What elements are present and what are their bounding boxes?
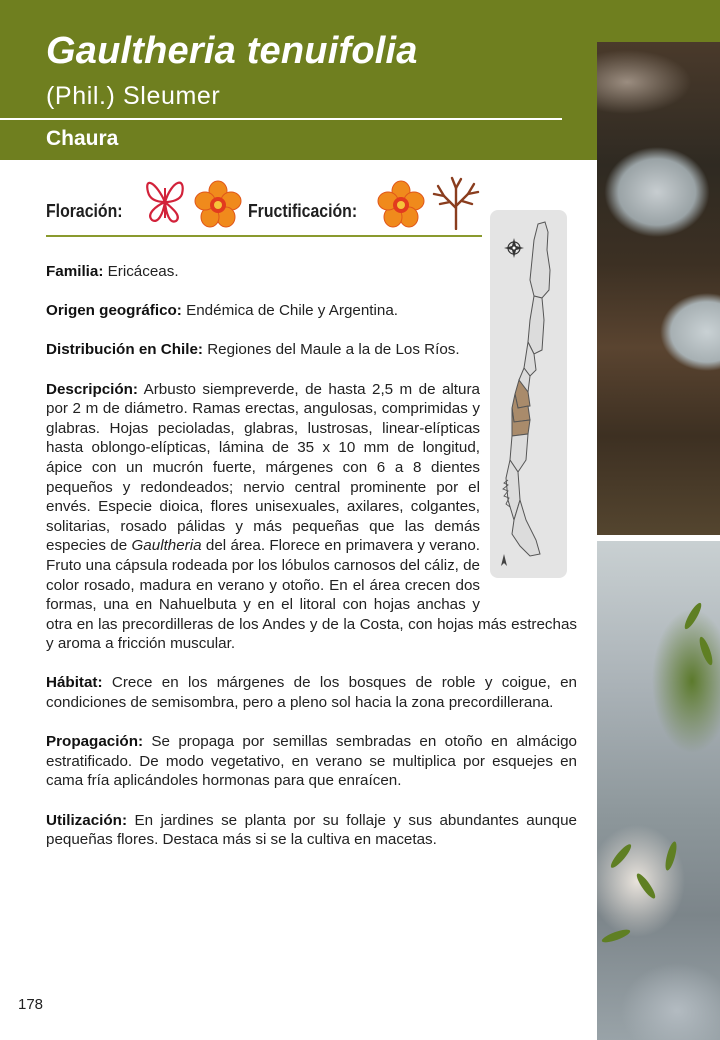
leaf-shape	[608, 842, 633, 870]
leaf-shape	[697, 636, 715, 667]
utilizacion-label: Utilización:	[46, 811, 128, 829]
leaf-shape	[601, 927, 632, 945]
familia-value: Ericáceas.	[107, 263, 179, 280]
descripcion-text-1: Arbusto siempreverde, de hasta 2,5 m de altura por 2 m de diámetro. Ramas erectas, angulosas, comprimidas y glabras. Hojas pecioladas, glabras, lustrosas, linear-elípticas hasta oblongo-elípticas, lámina de 35 x 10 mm de longitud, ápice con un mucrón fuerte, márgenes con 6 a 8 dientes pequeños y redondeados; nervio central prominente por el envés. Especie dioica, flores unisexuales, axilares, colgantes, solitarias, rosado pálidas y más pequeñas que las demás especies de	[46, 380, 480, 555]
propagacion-label: Propagación:	[46, 733, 144, 751]
leaf-shape	[634, 871, 658, 900]
habitat-value: Crece en los márgenes de los bosques de roble y coigue, en condiciones de semisombra, pero a pleno sol hacia la zona precordillerana.	[46, 674, 577, 712]
leaf-shape	[663, 840, 678, 871]
species-author: (Phil.) Sleumer	[46, 82, 221, 110]
descripcion-genus: Gaultheria	[131, 537, 202, 555]
familia-paragraph	[46, 262, 480, 282]
propagacion-value: Se propaga por semillas sembradas en otoño en almácigo estratificado. De modo vegetativo, en verano se multiplica por esquejes en cama fría aplicándoles hormonas para que enraícen.	[46, 733, 577, 790]
utilizacion-value: En jardines se planta por su follaje y sus abundantes aunque pequeñas flores. Destaca más si se la cultiva en macetas.	[46, 811, 577, 849]
butterfly-icon	[142, 174, 188, 226]
leaf-shape	[682, 601, 704, 631]
season-divider	[46, 235, 482, 237]
distribucion-paragraph	[46, 340, 480, 360]
flowering-label: Floración:	[46, 201, 123, 221]
common-name: Chaura	[46, 127, 119, 150]
descripcion-text-2: del área. Florece en primavera y verano. Fruto una cápsula rodeada por los lóbulos carnosos del cáliz, de color rosado, madura en verano y otoño. En el área crecen dos formas, una en Nahuelbuta y en el litoral con hojas anchas y otra en las precordilleras de los Andes y de la Costa, con hojas más estrechas y aroma a fricción muscular.	[46, 537, 577, 653]
propagacion-paragraph	[46, 732, 577, 791]
plant-photo	[597, 541, 720, 1040]
habitat-label: Hábitat:	[46, 674, 103, 692]
header-divider	[0, 118, 562, 120]
stream-photo	[597, 42, 720, 535]
familia-label: Familia:	[46, 263, 104, 280]
species-title: Gaultheria tenuifolia	[46, 30, 418, 72]
tree-icon	[430, 174, 482, 230]
utilizacion-paragraph	[46, 811, 577, 850]
origen-label: Origen geográfico:	[46, 302, 182, 320]
flower-icon	[193, 180, 243, 230]
flower-icon	[376, 180, 426, 230]
descripcion-label: Descripción:	[46, 380, 138, 398]
habitat-paragraph	[46, 673, 577, 712]
origen-value: Endémica de Chile y Argentina.	[186, 302, 398, 320]
fruiting-label: Fructificación:	[248, 201, 358, 221]
compass-rose-icon	[504, 238, 524, 258]
page-number: 178	[18, 996, 44, 1013]
distribucion-value: Regiones del Maule a la de Los Ríos.	[207, 341, 460, 359]
origen-paragraph	[46, 301, 480, 321]
distribucion-label: Distribución en Chile:	[46, 341, 203, 359]
map-spacer	[480, 380, 577, 602]
descripcion-paragraph	[46, 380, 577, 654]
species-description	[46, 262, 577, 869]
